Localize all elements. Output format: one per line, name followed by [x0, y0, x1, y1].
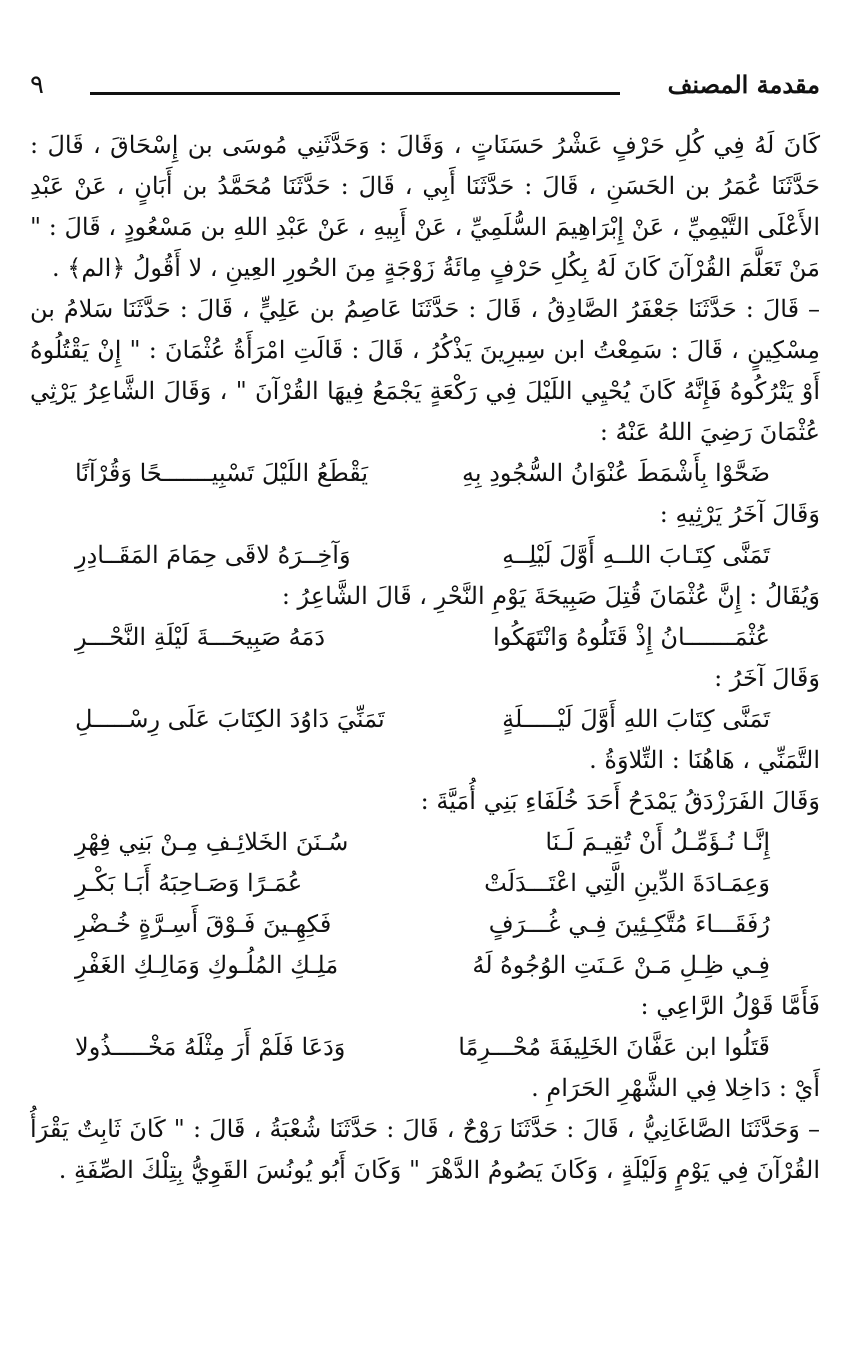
text-line: أَيْ : دَاخِلا فِي الشَّهْرِ الحَرَامِ . — [531, 1074, 820, 1102]
verse-second-hemistich: فَكِهِـينَ فَـوْقَ أَسِـرَّةٍ خُـضْرِ — [75, 910, 332, 938]
text-line: التَّمَنِّي ، هَاهُنَا : التِّلاوَةُ . — [589, 746, 820, 774]
verse-second-hemistich: وَدَعَا فَلَمْ أَرَ مِثْلَهُ مَخْـــــذُولا — [75, 1033, 346, 1061]
running-header — [30, 68, 820, 108]
poem-verse — [30, 617, 820, 658]
poem-verse — [30, 863, 820, 904]
verse-first-hemistich: قَتَلُوا ابن عَفَّانَ الخَلِيفَةَ مُحْـــرِمًا — [458, 1033, 770, 1061]
verse-second-hemistich: مَلِـكِ المُلُـوكِ وَمَالِـكِ الغَفْرِ — [75, 951, 339, 979]
running-title: مقدمة المصنف — [667, 70, 820, 99]
page-body — [30, 125, 820, 1191]
verse-first-hemistich: إِنَّـا نُـؤَمِّـلُ أَنْ تُقِيـمَ لَـنَا — [545, 828, 770, 856]
verse-second-hemistich: تَمَنِّيَ دَاوُدَ الكِتَابَ عَلَى رِسْـــــلِ — [75, 705, 385, 733]
poem-verse — [30, 822, 820, 863]
text-line: وَقَالَ آخَرُ يَرْثِيهِ : — [659, 500, 820, 528]
paragraph: كَانَ لَهُ فِي كُلِ حَرْفٍ عَشْرُ حَسَنَاتٍ ، وَقَالَ : وَحَدَّثَنِي مُوسَى بن إِسْحَاقَ ، قَالَ : حَدَّثَنَا عُمَرُ بن الحَسَنِ ، قَالَ : حَدَّثَنَا أَبِي ، قَالَ : حَدَّثَنَا مُحَمَّدُ بن أَبَانٍ ، عَنْ عَبْدِ الأَعْلَى التَّيْمِيِّ ، عَنْ إِبْرَاهِيمَ السُّلَمِيِّ ، عَنْ أَبِيهِ ، عَنْ عَبْدِ اللهِ بن مَسْعُودٍ ، قَالَ : " مَنْ تَعَلَّمَ القُرْآنَ كَانَ لَهُ بِكُلِ حَرْفٍ مِائَةُ زَوْجَةٍ مِنَ الحُورِ العِينِ ، لا أَقُولُ ﴿الم﴾ . — [30, 131, 821, 282]
poem-verse — [30, 904, 820, 945]
verse-first-hemistich: ضَحَّوْا بِأَشْمَطَ عُنْوَانُ السُّجُودِ بِهِ — [462, 459, 770, 487]
verse-second-hemistich: يَقْطَعُ اللَيْلَ تَسْبِيـــــــحًا وَقُرْآنًا — [75, 459, 369, 487]
poem-verse — [30, 453, 820, 494]
verse-first-hemistich: فِـي ظِـلِ مَـنْ عَـنَتِ الوُجُوهُ لَهُ — [472, 951, 770, 979]
verse-first-hemistich: تَمَنَّى كِتَـابَ اللــهِ أَوَّلَ لَيْلِــهِ — [502, 541, 770, 569]
text-line: وَيُقَالُ : إِنَّ عُثْمَانَ قُتِلَ صَبِيحَةَ يَوْمِ النَّحْرِ ، قَالَ الشَّاعِرُ : — [281, 582, 820, 610]
verse-first-hemistich: وَعِمَـادَةَ الدِّينِ الَّتِي اعْتَـــدَلَتْ — [484, 869, 770, 897]
paragraph: – قَالَ : حَدَّثَنَا جَعْفَرُ الصَّادِقُ ، قَالَ : حَدَّثَنَا عَاصِمُ بن عَلِيٍّ ، قَالَ : حَدَّثَنَا سَلامُ بن مِسْكِينٍ ، قَالَ : سَمِعْتُ ابن سِيرِينَ يَذْكُرُ ، قَالَ : قَالَتِ امْرَأَةُ عُثْمَانَ : " إِنْ يَقْتُلُوهُ أَوْ يَتْرُكُوهُ فَإِنَّهُ كَانَ يُحْيِي اللَيْلَ فِي رَكْعَةٍ يَجْمَعُ فِيهَا القُرْآنَ " ، وَقَالَ الشَّاعِرُ يَرْثِي عُثْمَانَ رَضِيَ اللهُ عَنْهُ : — [30, 295, 820, 446]
text-line: وَقَالَ الفَرَزْدَقُ يَمْدَحُ أَحَدَ خُلَفَاءِ بَنِي أُمَيَّةَ : — [420, 787, 820, 815]
text-line: فَأَمَّا قَوْلُ الرَّاعِي : — [640, 992, 820, 1020]
text-line: وَقَالَ آخَرُ : — [714, 664, 820, 692]
verse-second-hemistich: وَآخِــرَهُ لاقَى حِمَامَ المَقَــادِرِ — [75, 541, 351, 569]
header-rule — [90, 92, 620, 95]
verse-first-hemistich: تَمَنَّى كِتَابَ اللهِ أَوَّلَ لَيْـــــلَةٍ — [502, 705, 770, 733]
poem-verse — [30, 945, 820, 986]
poem-verse — [30, 535, 820, 576]
poem-verse — [30, 1027, 820, 1068]
page-number: ٩ — [30, 70, 44, 100]
paragraph: – وَحَدَّثَنَا الصَّاغَانِيُّ ، قَالَ : حَدَّثَنَا رَوْحٌ ، قَالَ : حَدَّثَنَا شُعْبَةُ ، قَالَ : " كَانَ ثَابِتٌ يَقْرَأُ القُرْآنَ فِي يَوْمٍ وَلَيْلَةٍ ، وَكَانَ يَصُومُ الدَّهْرَ " وَكَانَ أَبُو يُونُسَ القَوِيُّ بِتِلْكَ الصِّفَةِ . — [30, 1115, 820, 1184]
verse-first-hemistich: عُثْمَـــــــانُ إِذْ قَتَلُوهُ وَانْتَهَكُوا — [492, 623, 770, 651]
verse-first-hemistich: رُفَقَـــاءَ مُتَّكِـئِينَ فِـي غُـــرَفٍ — [488, 910, 770, 938]
verse-second-hemistich: دَمَهُ صَبِيحَـــةَ لَيْلَةِ النَّحْـــرِ — [75, 623, 326, 651]
poem-verse — [30, 699, 820, 740]
verse-second-hemistich: عُمَـرًا وَصَـاحِبَهُ أَبَـا بَكْـرِ — [75, 869, 303, 897]
verse-second-hemistich: سُـنَنَ الخَلائِـفِ مِـنْ بَنِي فِهْرِ — [75, 828, 349, 856]
